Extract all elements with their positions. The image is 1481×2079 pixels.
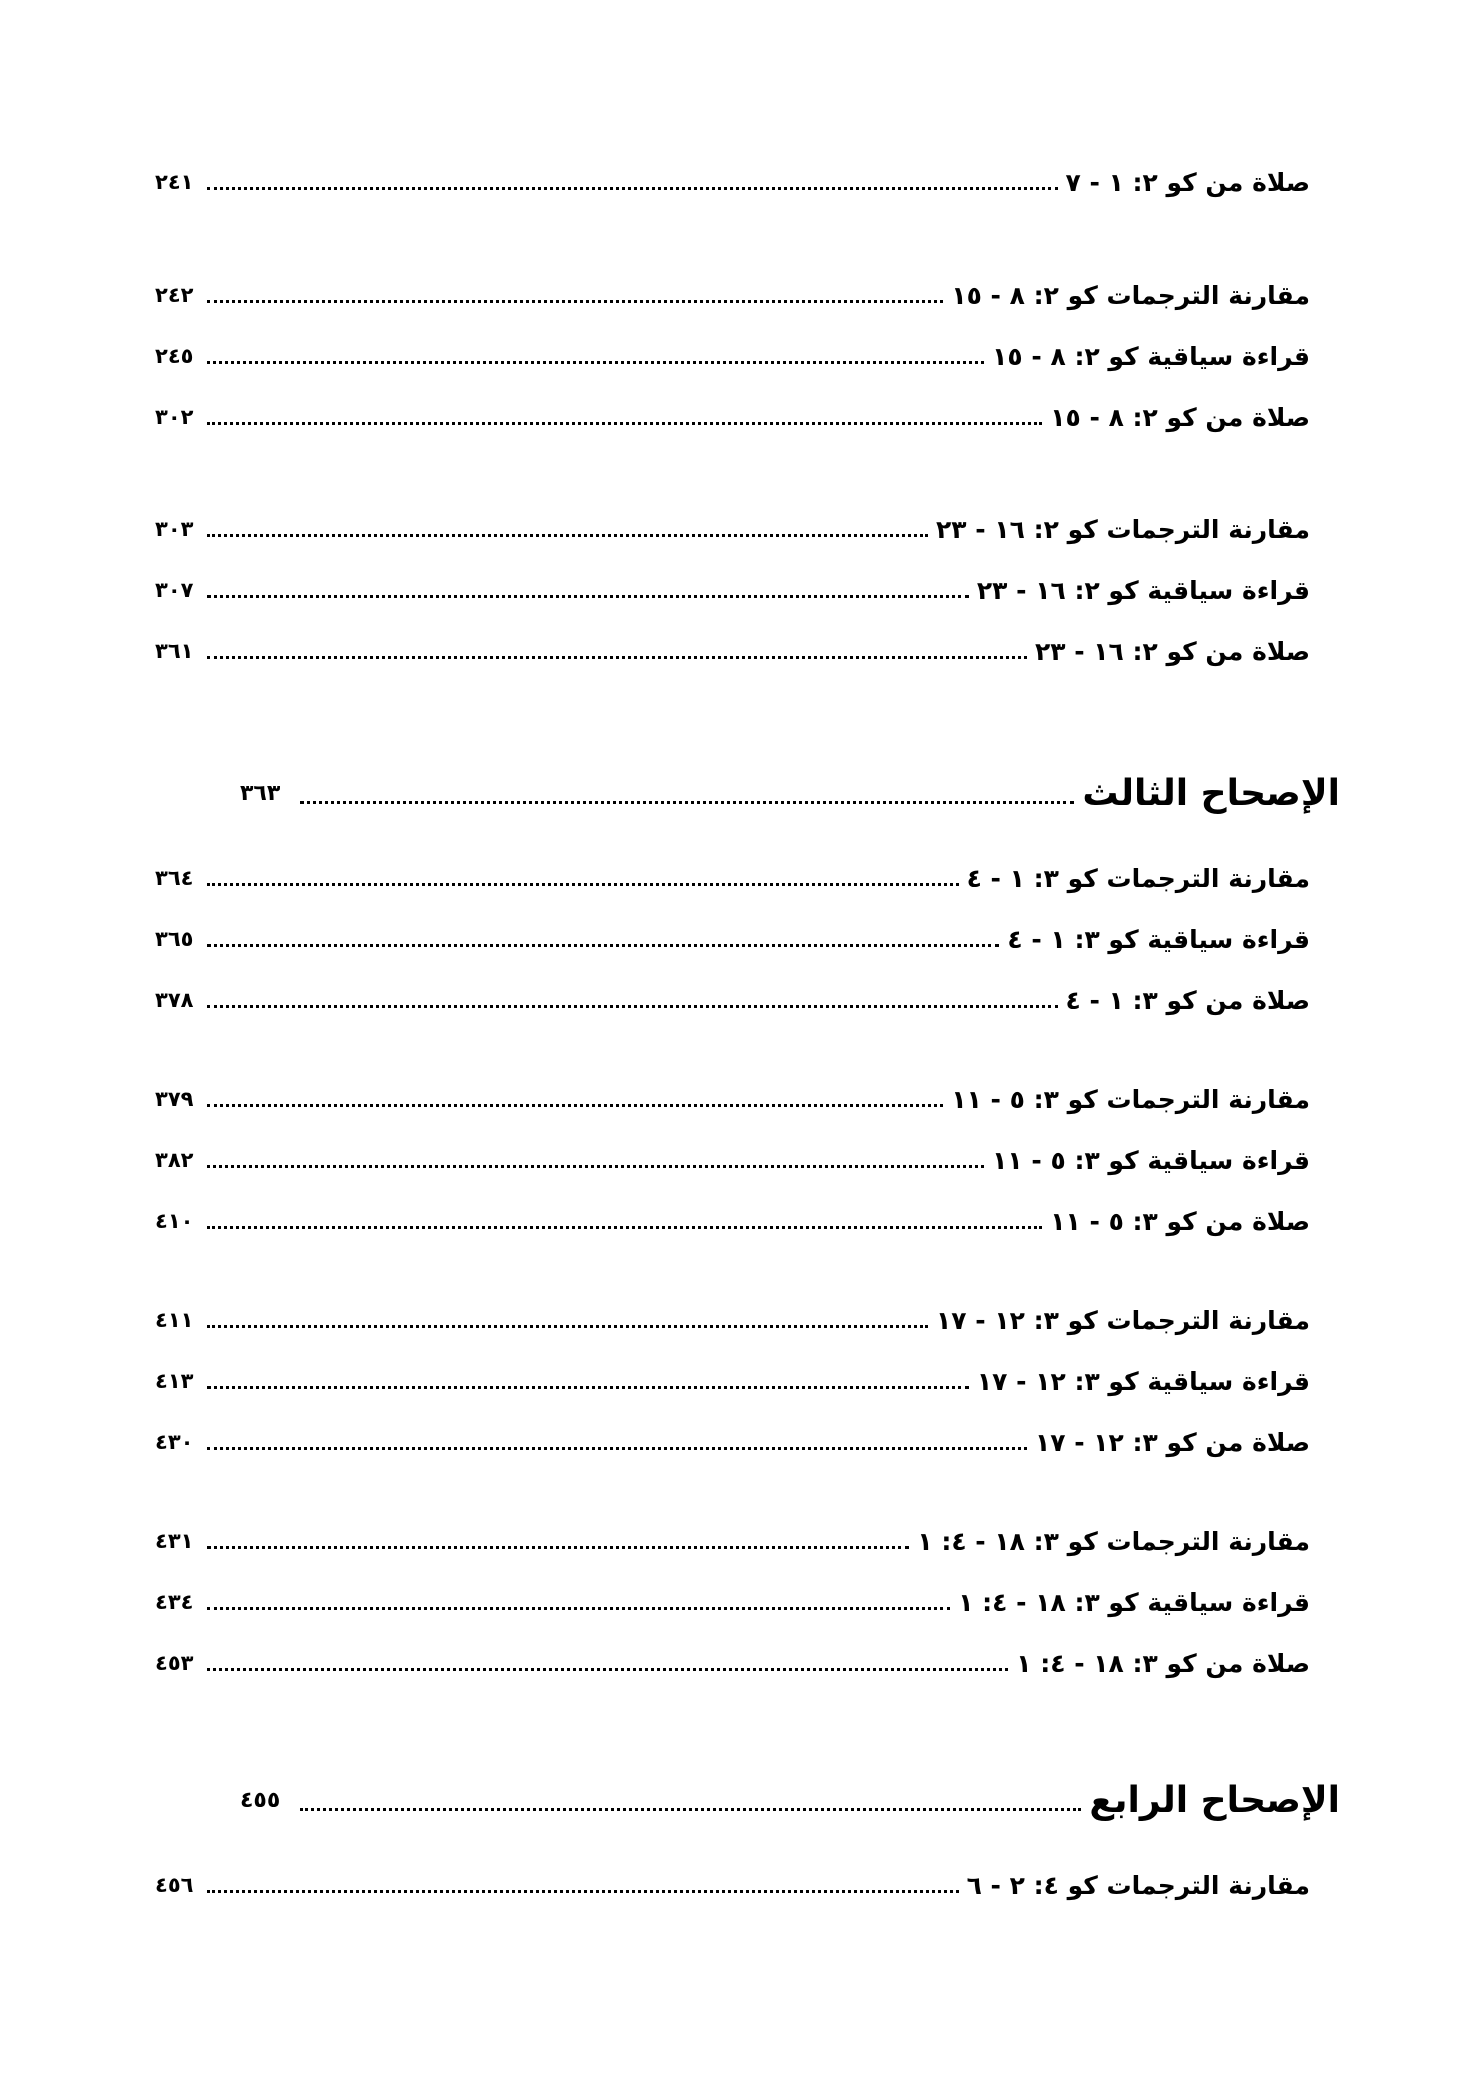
toc-entry-page: ٣٠٣ <box>155 517 194 541</box>
dot-leader <box>207 1890 959 1893</box>
dot-leader <box>207 1607 950 1610</box>
toc-entry <box>155 397 1310 437</box>
toc-entry-title: مقارنة الترجمات كو ٣: ٥ - ١١ <box>951 1084 1310 1114</box>
dot-leader <box>207 1668 1008 1671</box>
toc-entry-page: ٣٠٢ <box>155 405 194 429</box>
toc-entry-title: قراءة سياقية كو ٢: ١٦ - ٢٣ <box>976 575 1310 605</box>
toc-entry-title: صلاة من كو ٢: ١٦ - ٢٣ <box>1034 636 1310 666</box>
dot-leader <box>207 1104 943 1107</box>
toc-entry-title: صلاة من كو ٣: ١ - ٤ <box>1065 985 1310 1015</box>
dot-leader <box>207 1447 1027 1450</box>
toc-entry-title: صلاة من كو ٣: ٥ - ١١ <box>1050 1206 1310 1236</box>
chapter-heading-title: الإصحاح الرابع <box>1089 1779 1340 1821</box>
toc-entry-title: مقارنة الترجمات كو ٤: ٢ - ٦ <box>966 1870 1310 1900</box>
dot-leader <box>300 801 1074 804</box>
toc-entry <box>155 1079 1310 1119</box>
toc-entry <box>155 509 1310 549</box>
toc-entry-page: ٣٨٢ <box>155 1148 194 1172</box>
toc-entry-page: ٤١١ <box>155 1308 194 1332</box>
dot-leader <box>207 1325 928 1328</box>
toc-entry-title: صلاة من كو ٣: ١٨ - ٤: ١ <box>1016 1648 1310 1678</box>
chapter-heading-page: ٤٥٥ <box>240 1787 281 1813</box>
dot-leader <box>207 422 1042 425</box>
toc-entry-title: قراءة سياقية كو ٣: ١٢ - ١٧ <box>976 1366 1310 1396</box>
toc-entry-page: ٤١٠ <box>155 1209 194 1233</box>
dot-leader <box>207 1165 984 1168</box>
toc-entry-title: مقارنة الترجمات كو ٣: ١٨ - ٤: ١ <box>917 1526 1310 1556</box>
toc-entry <box>155 1865 1310 1905</box>
toc-entry-title: قراءة سياقية كو ٣: ٥ - ١١ <box>992 1145 1310 1175</box>
toc-entry <box>155 570 1310 610</box>
toc-entry <box>155 858 1310 898</box>
toc-entry <box>155 1422 1310 1462</box>
toc-entry-page: ٤٥٦ <box>155 1873 194 1897</box>
toc-entry <box>155 919 1310 959</box>
toc-entry-page: ٣٦٤ <box>155 866 194 890</box>
dot-leader <box>207 656 1027 659</box>
toc-entry-title: مقارنة الترجمات كو ٣: ١٢ - ١٧ <box>936 1305 1310 1335</box>
toc-entry-title: قراءة سياقية كو ٢: ٨ - ١٥ <box>992 341 1310 371</box>
dot-leader <box>300 1808 1081 1811</box>
dot-leader <box>207 1546 909 1549</box>
toc-entry <box>155 1300 1310 1340</box>
chapter-heading-title: الإصحاح الثالث <box>1082 772 1340 814</box>
dot-leader <box>207 300 943 303</box>
dot-leader <box>207 187 1058 190</box>
chapter-heading-page: ٣٦٣ <box>240 780 281 806</box>
dot-leader <box>207 1226 1042 1229</box>
dot-leader <box>207 944 999 947</box>
toc-entry-page: ٤٣٠ <box>155 1430 194 1454</box>
toc-entry-page: ٢٤٢ <box>155 283 194 307</box>
toc-entry-title: قراءة سياقية كو ٣: ١٨ - ٤: ١ <box>958 1587 1310 1617</box>
toc-entry-title: قراءة سياقية كو ٣: ١ - ٤ <box>1007 924 1310 954</box>
toc-entry-page: ٤٥٣ <box>155 1651 194 1675</box>
toc-entry-page: ٣٧٨ <box>155 988 194 1012</box>
toc-entry <box>155 1361 1310 1401</box>
toc-entry-title: مقارنة الترجمات كو ٢: ١٦ - ٢٣ <box>936 514 1310 544</box>
dot-leader <box>207 595 969 598</box>
toc-entry <box>155 336 1310 376</box>
toc-entry <box>155 631 1310 671</box>
dot-leader <box>207 883 959 886</box>
toc-entry <box>155 162 1310 202</box>
toc-entry-page: ٢٤٥ <box>155 344 194 368</box>
dot-leader <box>207 1386 969 1389</box>
toc-entry-page: ٢٤١ <box>155 170 194 194</box>
toc-entry <box>155 275 1310 315</box>
toc-entry-page: ٤٣١ <box>155 1529 194 1553</box>
dot-leader <box>207 361 984 364</box>
toc-entry-page: ٣٠٧ <box>155 578 194 602</box>
toc-entry-title: مقارنة الترجمات كو ٣: ١ - ٤ <box>966 863 1310 893</box>
toc-entry-title: صلاة من كو ٢: ٨ - ١٥ <box>1050 402 1310 432</box>
toc-entry <box>155 1582 1310 1622</box>
toc-entry-title: صلاة من كو ٣: ١٢ - ١٧ <box>1034 1427 1310 1457</box>
toc-entry <box>155 1643 1310 1683</box>
toc-entry <box>155 1201 1310 1241</box>
toc-entry-page: ٣٦٥ <box>155 927 194 951</box>
toc-entry-page: ٤٣٤ <box>155 1590 194 1614</box>
dot-leader <box>207 534 928 537</box>
toc-entry <box>155 1521 1310 1561</box>
toc-entry-title: مقارنة الترجمات كو ٢: ٨ - ١٥ <box>951 280 1310 310</box>
toc-entry-page: ٣٧٩ <box>155 1087 194 1111</box>
dot-leader <box>207 1005 1058 1008</box>
toc-entry-page: ٣٦١ <box>155 639 194 663</box>
toc-entry <box>155 980 1310 1020</box>
toc-entry-page: ٤١٣ <box>155 1369 194 1393</box>
chapter-heading <box>240 765 1340 821</box>
toc-entry <box>155 1140 1310 1180</box>
toc-entry-title: صلاة من كو ٢: ١ - ٧ <box>1065 167 1310 197</box>
chapter-heading <box>240 1772 1340 1828</box>
